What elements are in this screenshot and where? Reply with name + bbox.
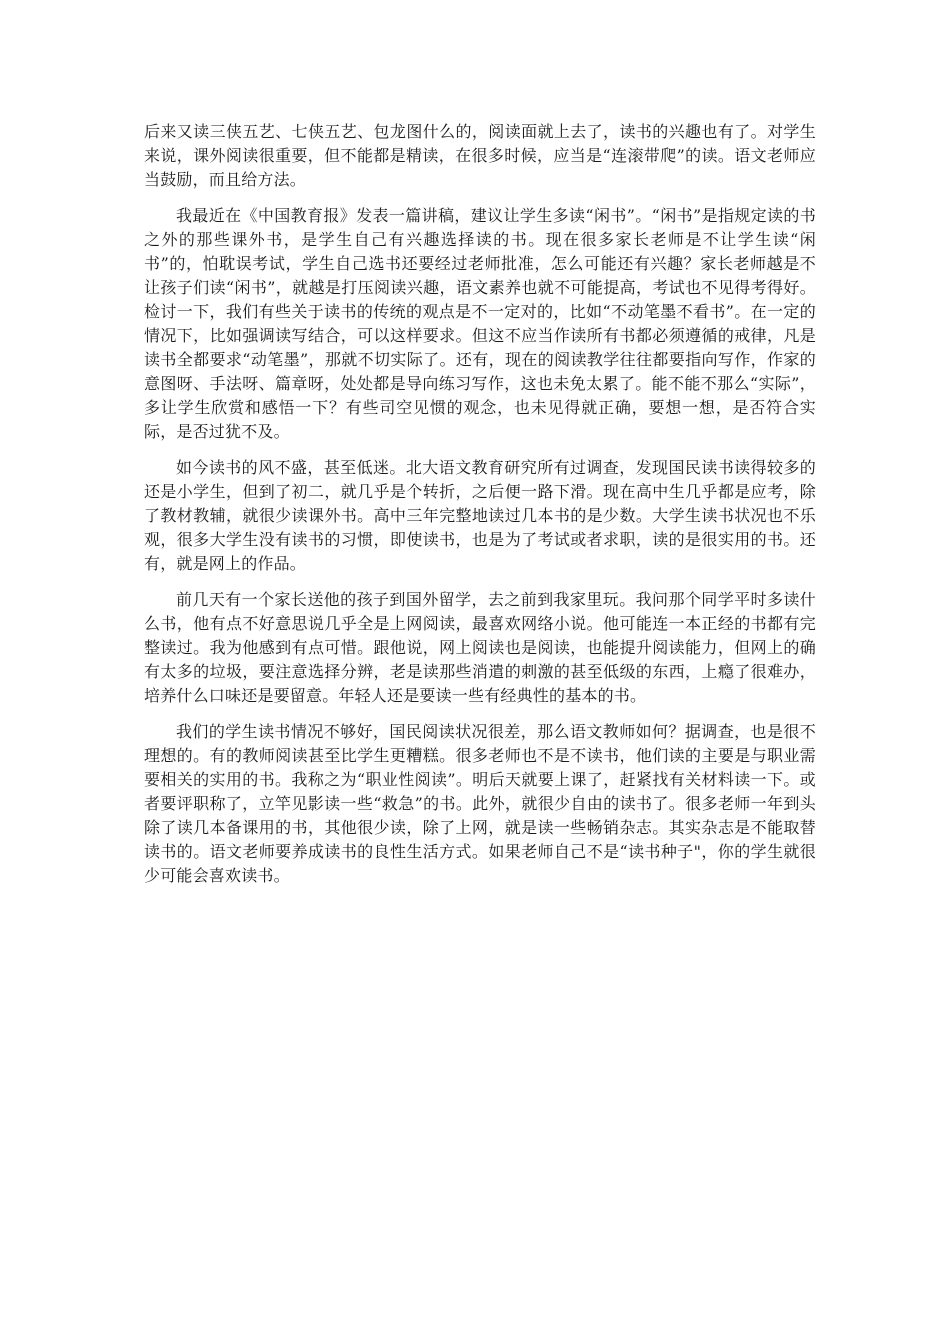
paragraph-4: 前几天有一个家长送他的孩子到国外留学，去之前到我家里玩。我问那个同学平时多读什么书，他有点不好意思说几乎全是上网阅读，最喜欢网络小说。他可能连一本正经的书都有完整读过。我为他感到有点可惜。跟他说，网上阅读也是阅读，也能提升阅读能力，但网上的确有太多的垃圾，要注意选择分辨，老是读那些消遣的刺激的甚至低级的东西，上瘾了很难办，培养什么口味还是要留意。年轻人还是要读一些有经典性的基本的书。 (144, 590, 816, 705)
paragraph-2: 我最近在《中国教育报》发表一篇讲稿，建议让学生多读“闲书”。“闲书”是指规定读的书之外的那些课外书，是学生自己有兴趣选择读的书。现在很多家长老师是不让学生读“闲书”的，怕耽误考试，学生自己选书还要经过老师批准，怎么可能还有兴趣？家长老师越是不让孩子们读“闲书”，就越是打压阅读兴趣，语文素养也就不可能提高，考试也不见得考得好。检讨一下，我们有些关于读书的传统的观点是不一定对的，比如“不动笔墨不看书”。在一定的情况下，比如强调读写结合，可以这样要求。但这不应当作读所有书都必须遵循的戒律，凡是读书全都要求“动笔墨”，那就不切实际了。还有，现在的阅读教学往往都要指向写作，作家的意图呀、手法呀、篇章呀，处处都是导向练习写作，这也未免太累了。能不能不那么“实际”，多让学生欣赏和感悟一下？有些司空见惯的观念，也未见得就正确，要想一想，是否符合实际，是否过犹不及。 (144, 206, 816, 441)
paragraph-1: 后来又读三侠五艺、七侠五艺、包龙图什么的，阅读面就上去了，读书的兴趣也有了。对学生来说，课外阅读很重要，但不能都是精读，在很多时候，应当是“连滚带爬”的读。语文老师应当鼓励，而且给方法。 (144, 122, 816, 189)
paragraph-3: 如今读书的风不盛，甚至低迷。北大语文教育研究所有过调查，发现国民读书读得较多的还是小学生，但到了初二，就几乎是个转折，之后便一路下滑。现在高中生几乎都是应考，除了教材教辅，就很少读课外书。高中三年完整地读过几本书的是少数。大学生读书状况也不乐观，很多大学生没有读书的习惯，即使读书，也是为了考试或者求职，读的是很实用的书。还有，就是网上的作品。 (144, 458, 816, 573)
article-body (144, 120, 816, 900)
paragraph-5: 我们的学生读书情况不够好，国民阅读状况很差，那么语文教师如何？据调查，也是很不理想的。有的教师阅读甚至比学生更糟糕。很多老师也不是不读书，他们读的主要是与职业需要相关的实用的书。我称之为“职业性阅读”。明后天就要上课了，赶紧找有关材料读一下。或者要评职称了，立竿见影读一些“救急”的书。此外，就很少自由的读书了。很多老师一年到头除了读几本备课用的书，其他很少读，除了上网，就是读一些畅销杂志。其实杂志是不能取替读书的。语文老师要养成读书的良性生活方式。如果老师自己不是“读书种子"，你的学生就很少可能会喜欢读书。 (144, 722, 816, 885)
